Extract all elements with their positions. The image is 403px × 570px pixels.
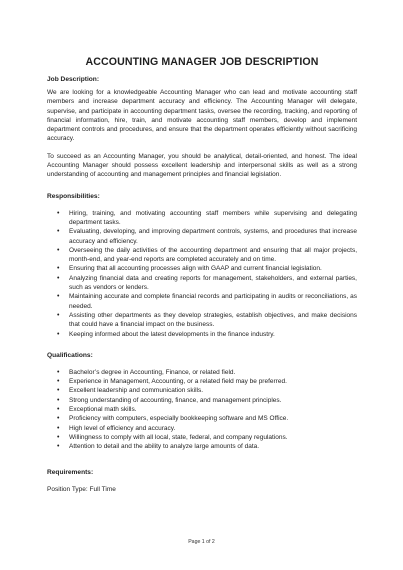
responsibilities-list (47, 209, 357, 339)
bullet-icon: • (57, 330, 60, 338)
bullet-icon: • (57, 433, 60, 441)
list-item: • Hiring, training, and motivating accounting staff members while supervising and delegating department tasks. (57, 209, 357, 226)
bullet-icon: • (57, 415, 60, 423)
job-description-paragraph-2: To succeed as an Accounting Manager, you should be analytical, detail-oriented, and honest. The ideal Accounting Manager should possess excellent leadership and interpersonal skills as well as a strong understanding of accounting and management principles and financial legislation. (47, 152, 357, 179)
bullet-icon: • (57, 443, 60, 451)
page-number: Page 1 of 2 (188, 539, 215, 545)
document-title: ACCOUNTING MANAGER JOB DESCRIPTION (85, 56, 319, 68)
list-item: • Analyzing financial data and creating reports for management, stakeholders, and external parties, such as vendors or lenders. (57, 274, 357, 292)
list-item: • Attention to detail and the ability to analyze large amounts of data. (57, 443, 260, 451)
requirements-heading: Requirements: (47, 468, 94, 476)
bullet-icon: • (57, 368, 60, 376)
list-item: • Assisting other departments as they develop strategies, establish objectives, and make decisions that could have a financial impact on the business. (57, 311, 357, 329)
qualifications-list (47, 368, 357, 452)
list-item: • Bachelor’s degree in Accounting, Finance, or related field. (57, 368, 236, 376)
bullet-icon: • (57, 406, 60, 414)
list-item: • Evaluating, developing, and improving department controls, systems, and procedures that increase accuracy and efficiency. (57, 228, 357, 245)
list-item: • Excellent leadership and communication skills. (57, 387, 204, 395)
job-description-paragraph-1: We are looking for a knowledgeable Accounting Manager who can lead and motivate accounting staff members and increase department accuracy and efficiency. The Accounting Manager will delegate, supervise, and participate in accounting department tasks, oversee the recording, tracking, and reporting of financial information, hire, train, and motivate accounting staff members, develop and implement department controls and procedures, and ensure that the department operates efficiently without sacrificing accuracy. (47, 89, 357, 143)
bullet-icon: • (57, 293, 60, 301)
list-item: • Keeping informed about the latest developments in the finance industry. (57, 330, 275, 338)
position-type: Position Type: Full Time (47, 485, 116, 493)
list-item: • Exceptional math skills. (57, 406, 137, 414)
bullet-icon: • (57, 396, 60, 404)
bullet-icon: • (57, 228, 60, 236)
list-item: • Maintaining accurate and complete financial records and participating in audits or reconciliations, as needed. (57, 293, 357, 310)
list-item: • Experience in Management, Accounting, or a related field may be preferred. (57, 378, 287, 386)
bullet-icon: • (57, 311, 60, 319)
list-item: • High level of efficiency and accuracy. (57, 424, 176, 432)
list-item: • Overseeing the daily activities of the accounting department and ensuring that all major projects, month-end, and year-end reports are completed accurately and on time. (57, 246, 357, 264)
bullet-icon: • (57, 387, 60, 395)
bullet-icon: • (57, 424, 60, 432)
job-description-heading: Job Description: (47, 76, 100, 83)
bullet-icon: • (57, 246, 60, 254)
bullet-icon: • (57, 265, 60, 273)
list-item: • Strong understanding of accounting, finance, and management principles. (57, 396, 282, 404)
list-item: • Willingness to comply with all local, state, federal, and company regulations. (57, 433, 288, 441)
responsibilities-heading: Responsibilities: (47, 192, 100, 200)
list-item: • Proficiency with computers, especially bookkeeping software and MS Office. (57, 415, 289, 423)
bullet-icon: • (57, 274, 60, 282)
bullet-icon: • (57, 378, 60, 386)
qualifications-heading: Qualifications: (47, 351, 93, 359)
bullet-icon: • (57, 209, 60, 217)
list-item: • Ensuring that all accounting processes align with GAAP and current financial legislation. (57, 265, 322, 273)
